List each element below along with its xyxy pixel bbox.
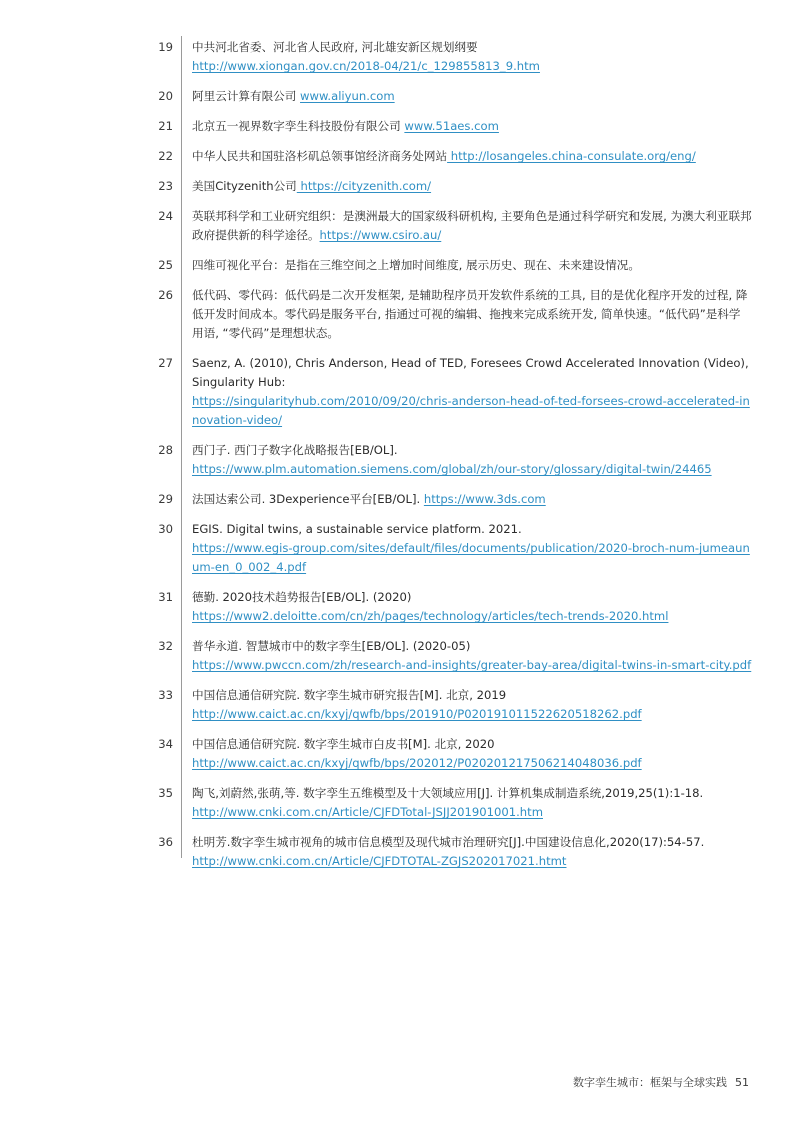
reference-item bbox=[0, 38, 793, 76]
reference-text: 普华永道. 智慧城市中的数字孪生[EB/OL]. (2020-05) bbox=[192, 639, 471, 653]
reference-number: 29 bbox=[158, 492, 173, 506]
reference-body bbox=[192, 177, 752, 196]
reference-text: 美国Cityzenith公司 bbox=[192, 179, 297, 193]
reference-body bbox=[192, 735, 752, 773]
reference-link[interactable]: http://losangeles.china-consulate.org/eng/ bbox=[447, 149, 696, 163]
reference-number: 35 bbox=[158, 786, 173, 800]
reference-link[interactable]: www.51aes.com bbox=[404, 119, 499, 133]
reference-number: 23 bbox=[158, 179, 173, 193]
reference-body bbox=[192, 354, 752, 430]
reference-link[interactable]: http://www.caict.ac.cn/kxyj/qwfb/bps/202012/P020201217506214048036.pdf bbox=[192, 756, 642, 770]
reference-body bbox=[192, 588, 752, 626]
reference-text: Saenz, A. (2010), Chris Anderson, Head of TED, Foresees Crowd Accelerated Innovation (Video), Singularity Hub: bbox=[192, 356, 749, 389]
reference-item bbox=[0, 637, 793, 675]
reference-number: 33 bbox=[158, 688, 173, 702]
reference-text: 低代码、零代码：低代码是二次开发框架, 是辅助程序员开发软件系统的工具, 目的是优化程序开发的过程, 降低开发时间成本。零代码是服务平台, 指通过可视的编辑、拖拽来完成系统开发, 简单快速。“低代码”是科学用语, “零代码”是理想状态。 bbox=[192, 288, 748, 340]
reference-text: 德勤. 2020技术趋势报告[EB/OL]. (2020) bbox=[192, 590, 412, 604]
reference-text: 西门子. 西门子数字化战略报告[EB/OL]. bbox=[192, 443, 398, 457]
reference-item bbox=[0, 87, 793, 106]
reference-item bbox=[0, 207, 793, 245]
reference-text: 英联邦科学和工业研究组织：是澳洲最大的国家级科研机构, 主要角色是通过科学研究和发展, 为澳大利亚联邦政府提供新的科学途径。 bbox=[192, 209, 752, 242]
reference-list bbox=[0, 38, 793, 882]
reference-text: 阿里云计算有限公司 bbox=[192, 89, 301, 103]
reference-link[interactable]: https://cityzenith.com/ bbox=[296, 179, 432, 193]
reference-body bbox=[192, 520, 752, 577]
reference-body bbox=[192, 637, 752, 675]
reference-link[interactable]: https://www.csiro.au/ bbox=[319, 228, 442, 242]
reference-number: 20 bbox=[158, 89, 173, 103]
page-footer bbox=[573, 1074, 749, 1090]
reference-item bbox=[0, 686, 793, 724]
reference-number: 22 bbox=[158, 149, 173, 163]
reference-text: 四维可视化平台：是指在三维空间之上增加时间维度, 展示历史、现在、未来建设情况。 bbox=[192, 258, 640, 272]
reference-body bbox=[192, 784, 752, 822]
reference-text: 北京五一视界数字孪生科技股份有限公司 bbox=[192, 119, 405, 133]
reference-number: 28 bbox=[158, 443, 173, 457]
reference-item bbox=[0, 833, 793, 871]
reference-item bbox=[0, 117, 793, 136]
reference-item bbox=[0, 177, 793, 196]
reference-link[interactable]: http://www.cnki.com.cn/Article/CJFDTOTAL-ZGJS202017021.htmt bbox=[192, 854, 567, 868]
reference-link[interactable]: http://www.cnki.com.cn/Article/CJFDTotal-JSJJ201901001.htm bbox=[192, 805, 543, 819]
reference-number: 34 bbox=[158, 737, 173, 751]
reference-text: 法国达索公司. 3Dexperience平台[EB/OL]. bbox=[192, 492, 424, 506]
reference-number: 36 bbox=[158, 835, 173, 849]
reference-item bbox=[0, 520, 793, 577]
reference-text: 中华人民共和国驻洛杉矶总领事馆经济商务处网站 bbox=[192, 149, 448, 163]
reference-link[interactable]: https://singularityhub.com/2010/09/20/chris-anderson-head-of-ted-forsees-crowd-accelerated-innovation-video/ bbox=[192, 394, 750, 427]
reference-text: 陶飞,刘蔚然,张萌,等. 数字孪生五维模型及十大领域应用[J]. 计算机集成制造系统,2019,25(1):1-18. bbox=[192, 786, 704, 800]
reference-number: 27 bbox=[158, 356, 173, 370]
reference-link[interactable]: https://www.pwccn.com/zh/research-and-insights/greater-bay-area/digital-twins-in-smart-city.pdf bbox=[192, 658, 752, 672]
reference-number: 21 bbox=[158, 119, 173, 133]
reference-body bbox=[192, 441, 752, 479]
reference-link[interactable]: https://www2.deloitte.com/cn/zh/pages/technology/articles/tech-trends-2020.html bbox=[192, 609, 669, 623]
reference-body bbox=[192, 490, 752, 509]
footer-title: 数字孪生城市：框架与全球实践 bbox=[573, 1076, 727, 1089]
reference-number: 26 bbox=[158, 288, 173, 302]
reference-text: 中共河北省委、河北省人民政府, 河北雄安新区规划纲要 bbox=[192, 40, 478, 54]
reference-item bbox=[0, 588, 793, 626]
reference-link[interactable]: http://www.xiongan.gov.cn/2018-04/21/c_129855813_9.htm bbox=[192, 59, 540, 73]
reference-body bbox=[192, 87, 752, 106]
reference-item bbox=[0, 441, 793, 479]
reference-body bbox=[192, 147, 752, 166]
reference-body bbox=[192, 117, 752, 136]
reference-number: 32 bbox=[158, 639, 173, 653]
reference-body bbox=[192, 686, 752, 724]
reference-link[interactable]: www.aliyun.com bbox=[300, 89, 395, 103]
reference-number: 30 bbox=[158, 522, 173, 536]
reference-item bbox=[0, 354, 793, 430]
reference-item bbox=[0, 286, 793, 343]
reference-number: 19 bbox=[158, 40, 173, 54]
reference-body bbox=[192, 256, 752, 275]
reference-body bbox=[192, 833, 752, 871]
reference-item bbox=[0, 256, 793, 275]
reference-text: 中国信息通信研究院. 数字孪生城市研究报告[M]. 北京, 2019 bbox=[192, 688, 507, 702]
reference-text: EGIS. Digital twins, a sustainable service platform. 2021. bbox=[192, 522, 522, 536]
reference-item bbox=[0, 784, 793, 822]
reference-number: 31 bbox=[158, 590, 173, 604]
reference-link[interactable]: https://www.egis-group.com/sites/default/files/documents/publication/2020-broch-num-jumeaunum-en_0_002_4.pdf bbox=[192, 541, 750, 574]
reference-item bbox=[0, 735, 793, 773]
reference-body bbox=[192, 207, 752, 245]
reference-number: 24 bbox=[158, 209, 173, 223]
reference-text: 中国信息通信研究院. 数字孪生城市白皮书[M]. 北京, 2020 bbox=[192, 737, 495, 751]
reference-link[interactable]: https://www.plm.automation.siemens.com/global/zh/our-story/glossary/digital-twin/24465 bbox=[192, 462, 712, 476]
reference-link[interactable]: http://www.caict.ac.cn/kxyj/qwfb/bps/201910/P020191011522620518262.pdf bbox=[192, 707, 642, 721]
reference-item bbox=[0, 147, 793, 166]
reference-item bbox=[0, 490, 793, 509]
page-number: 51 bbox=[735, 1076, 749, 1089]
reference-body bbox=[192, 286, 752, 343]
reference-link[interactable]: https://www.3ds.com bbox=[423, 492, 546, 506]
reference-number: 25 bbox=[158, 258, 173, 272]
reference-text: 杜明芳.数字孪生城市视角的城市信息模型及现代城市治理研究[J].中国建设信息化,2020(17):54-57. bbox=[192, 835, 705, 849]
reference-body bbox=[192, 38, 752, 76]
